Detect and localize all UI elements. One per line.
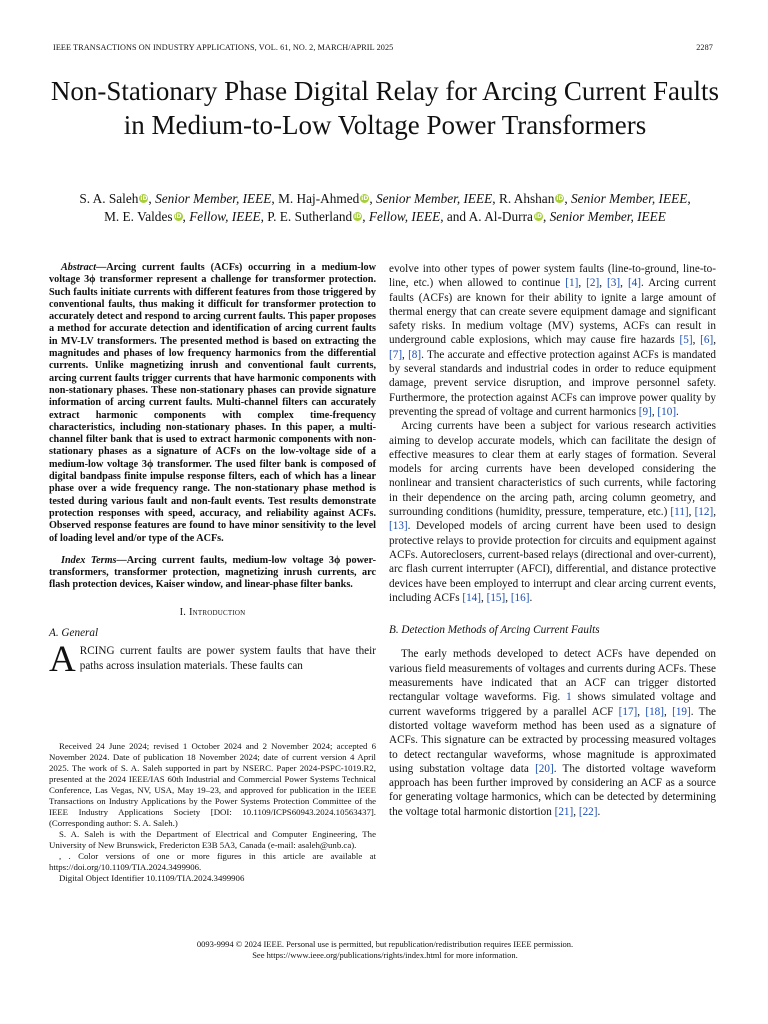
citation-link[interactable]: [15] <box>486 591 506 604</box>
paper-title: Non-Stationary Phase Digital Relay for Arcing Current Faults in Medium-to-Low Voltage Power Transformers <box>50 76 720 140</box>
text-run: , <box>620 277 628 290</box>
footnote-affiliation: S. A. Saleh is with the Department of Electrical and Computer Engineering, The University of New Brunswick, Fredericton E3B 5A3, Canada (e-mail: asaleh@unb.ca). <box>49 829 376 850</box>
index-terms-lead: Index Terms <box>61 554 117 566</box>
author-4: M. E. Valdes iD, Fellow, IEEE, <box>104 209 268 224</box>
author-membership: Senior Member, IEEE <box>375 191 493 206</box>
left-column <box>49 262 376 681</box>
index-terms-text: —Arcing current faults, medium-low voltage 3ϕ power-transformers, transformer protection, magnetizing inrush currents, arc flash protection devices, Kaiser window, and linear-phase filter banks. <box>49 554 376 591</box>
author-membership: Senior Member, IEEE <box>155 191 272 206</box>
orcid-icon[interactable]: iD <box>534 213 542 220</box>
page-number: 2287 <box>696 43 713 52</box>
text-run: shows simulated voltage and current waveforms triggered by a parallel ACF <box>389 691 716 718</box>
orcid-icon[interactable]: iD <box>361 195 369 202</box>
citation-link[interactable]: [2] <box>586 277 600 290</box>
orcid-icon[interactable]: iD <box>354 213 362 220</box>
author-1: S. A. Saleh iD, Senior Member, IEEE, <box>79 191 279 206</box>
text-run: , <box>651 405 658 418</box>
text-run: evolve into other types of power system faults (line-to-ground, line-to-line, etc.) when allowed to continue <box>389 263 716 290</box>
section-number: I. <box>179 606 187 618</box>
author-separator: , <box>687 191 691 206</box>
abstract <box>49 262 376 545</box>
orcid-icon[interactable]: iD <box>556 195 564 202</box>
author-list <box>40 190 730 226</box>
author-membership: Fellow, IEEE <box>189 209 261 224</box>
citation-link[interactable]: [6] <box>700 334 714 347</box>
citation-link[interactable]: [13] <box>389 520 408 533</box>
text-run: , <box>713 334 717 347</box>
text-run: . <box>597 805 601 818</box>
copyright-line-2: See https://www.ieee.org/publications/rights/index.html for more information. <box>252 950 518 960</box>
text-run: , <box>402 348 409 361</box>
author-separator: , and <box>440 209 469 224</box>
text-run: . The accurate and effective protection against ACFs is mandated by several standards and industrial codes in order to reduce equipment damage, prevent service disruption, and improve personnel safety. Furthermore, the protection against ACFs can improve power quality by preventing the spread of voltage and current harmonics <box>389 348 717 418</box>
citation-link[interactable]: [3] <box>607 277 621 290</box>
text-run: . Developed models of arcing current have been used to design protective relays to provide protection for circuits and equipment against ACFs. Autoreclosers, current-based relays (directional and over-current), arc flash current interrupter (AFCI), differential, and distance protective devices have been employed to interrupt and clear arcing current events, including ACFs <box>389 520 716 604</box>
text-run: , <box>713 506 717 519</box>
citation-link[interactable]: [20] <box>535 762 554 775</box>
text-run: The early methods developed to detect ACFs have depended on various field measurements of voltages and currents during ACFs. These measurements have indicated that an ACF can trigger distorted rectangular voltage waveforms. Fig. <box>389 648 716 704</box>
citation-link[interactable]: [19] <box>672 705 691 718</box>
copyright-notice <box>40 939 730 961</box>
citation-link[interactable]: [16] <box>510 591 530 604</box>
citation-link[interactable]: [8] <box>408 348 422 361</box>
drop-cap: A <box>49 639 76 681</box>
citation-link[interactable]: [5] <box>679 334 693 347</box>
author-3: R. Ahshan iD, Senior Member, IEEE, <box>498 191 691 206</box>
citation-link[interactable]: [4] <box>627 277 641 290</box>
author-separator: , <box>260 209 268 224</box>
text-run: , <box>688 506 695 519</box>
subsection-heading-general: A. General <box>49 627 99 640</box>
index-terms <box>49 555 376 592</box>
figure-link[interactable]: 1 <box>566 691 572 704</box>
author-5: P. E. Sutherland iD, Fellow, IEEE, and <box>267 209 469 224</box>
citation-link[interactable]: [9] <box>638 405 652 418</box>
author-name: M. Haj-Ahmed <box>278 191 360 206</box>
text-run: , <box>599 277 608 290</box>
text-run: . <box>529 591 533 604</box>
footnote-received: Received 24 June 2024; revised 1 October 2024 and 2 November 2024; accepted 6 November 2024. Date of publication 18 November 2024; date of current version 4 April 2025. The work of S. A. Saleh supported in part by NSERC. Paper 2024-PSPC-1019.R2, presented at the 2024 IEEE/IAS 60th Industrial and Commercial Power Systems Technical Conference, Las Vegas, NV, USA, May 19–23, and approved for publication in the IEEE Transactions on Industry Applications by the Power Systems Protection Committee of the IEEE Industry Applications Society [DOI: 10.1109/ICPS60943.2024.10563437]. (Corresponding author: S. A. Saleh.) <box>49 741 376 828</box>
text-run: , <box>637 705 646 718</box>
text-run: . The distorted voltage waveform approach has been further improved by considering an ACF as a source for generating voltage harmonics, which can be detected by determining the voltage total harmonic distortion <box>389 762 716 818</box>
text-run: . The distorted voltage waveform method has been used as a signature of ACFs. This signature can be extracted by processing measured voltages to detect rectangular waveforms, whose magnitude is approximated using substation voltage data <box>389 705 717 775</box>
citation-link[interactable]: [21] <box>554 805 574 818</box>
orcid-icon[interactable]: iD <box>140 195 148 202</box>
citation-link[interactable]: [14] <box>462 591 481 604</box>
citation-link[interactable]: [1] <box>565 277 579 290</box>
body-paragraph-2 <box>389 419 716 605</box>
right-column <box>389 262 716 819</box>
citation-link[interactable]: [11] <box>670 506 689 519</box>
author-name: A. Al-Durra <box>468 209 533 224</box>
text-run: , <box>573 805 579 818</box>
abstract-lead: Abstract <box>61 262 97 273</box>
author-name: M. E. Valdes <box>104 209 173 224</box>
running-head <box>53 43 713 55</box>
author-name: P. E. Sutherland <box>267 209 353 224</box>
abstract-text: —Arcing current faults (ACFs) occurring in a medium-low voltage 3ϕ transformer represent a challenge for transformer protection. Such faults initiate currents with different features from those triggered by conventional faults, thus making it difficult for transformer protection to accurately detect and respond to arcing current faults. This paper proposes a method for accurate detection and identification of arcing current faults in MV-LV transformers. The presented method is based on extracting the magnitudes and phases of low frequency harmonics from the differential currents. Unlike magnetizing inrush and conventional fault currents, arcing current faults trigger currents that have harmonic components with non-stationary phases. These non-stationary phases can provide signature information of arcing current faults. Multi-channel filters can accurately extract harmonic components with complex time-frequency characteristics, including non-stationary phases. In this paper, a multi-channel filter bank that is used to extract harmonic components with non-stationary phases as a signature of ACFs on the low-voltage side of a medium-low voltage 3ϕ transformer. The used filter bank is composed of digital bandpass finite impulse response filters, each of which has a linear phase over a wide frequency range. The non-stationary phase method is tested during various fault and non-fault events. Test results demonstrate protection responses with speed, accuracy, and reliability against ACFs. Observed response features are found to have minor sensitivity to the level of loading level and/or type of the ACFs. <box>49 262 376 544</box>
author-membership: Senior Member, IEEE <box>571 191 688 206</box>
intro-text: RCING current faults are power system faults that have their paths across insulation materials. These faults can <box>79 645 376 672</box>
text-run: , <box>578 277 587 290</box>
text-run: , <box>664 705 673 718</box>
subsection-heading-detection: B. Detection Methods of Arcing Current Faults <box>389 624 600 637</box>
author-6: A. Al-Durra iD, Senior Member, IEEE <box>468 209 666 224</box>
text-run: Arcing currents have been a subject for various research activities aiming to develop accurate models, which can facilitate the design of effective measures to clear them at early stages of formation. Several models for arcing currents have been developed considering the nonlinear and transient characteristics of such currents, while factoring in their dependence on the arcing path, arcing column geometry, and surrounding conditions (humidity, pressure, temperature, etc.) <box>389 420 716 519</box>
author-separator: , <box>492 191 499 206</box>
text-run: , <box>692 334 701 347</box>
body-paragraph-3 <box>389 647 716 819</box>
intro-paragraph <box>49 639 376 681</box>
orcid-icon[interactable]: iD <box>174 213 182 220</box>
author-membership: Fellow, IEEE <box>368 209 441 224</box>
text-run: . Arcing current faults (ACFs) are known for their ability to ignite a large amount of thermal energy that can create severe equipment damage and significant safety risks. In medium voltage (MV) systems, ACFs can result in underground cable explosions, which may cause fire hazards <box>389 277 716 347</box>
citation-link[interactable]: [10] <box>657 405 677 418</box>
section-heading <box>49 606 376 620</box>
author-2: M. Haj-Ahmed iD, Senior Member, IEEE, <box>278 191 499 206</box>
author-membership: Senior Member, IEEE <box>549 209 666 224</box>
citation-link[interactable]: [22] <box>578 805 598 818</box>
body-paragraph-1 <box>389 262 716 419</box>
section-title: Introduction <box>188 606 246 618</box>
author-name: S. A. Saleh <box>79 191 139 206</box>
citation-link[interactable]: [18] <box>645 705 664 718</box>
author-separator: , <box>271 191 279 206</box>
citation-link[interactable]: [12] <box>694 506 714 519</box>
footnote-color-figures: , . Color versions of one or more figures in this article are available at https://doi.org/10.1109/TIA.2024.3499906. <box>49 851 376 872</box>
text-run: , <box>481 591 487 604</box>
text-run: , <box>505 591 511 604</box>
copyright-line-1: 0093-9994 © 2024 IEEE. Personal use is permitted, but republication/redistribution requires IEEE permission. <box>196 939 574 949</box>
footnotes <box>49 741 376 884</box>
citation-link[interactable]: [7] <box>389 348 403 361</box>
citation-link[interactable]: [17] <box>618 705 638 718</box>
footnote-doi: Digital Object Identifier 10.1109/TIA.2024.3499906 <box>59 873 245 883</box>
journal-name: IEEE TRANSACTIONS ON INDUSTRY APPLICATIONS, VOL. 61, NO. 2, MARCH/APRIL 2025 <box>53 43 394 52</box>
text-run: . <box>676 405 679 418</box>
author-name: R. Ahshan <box>498 191 555 206</box>
